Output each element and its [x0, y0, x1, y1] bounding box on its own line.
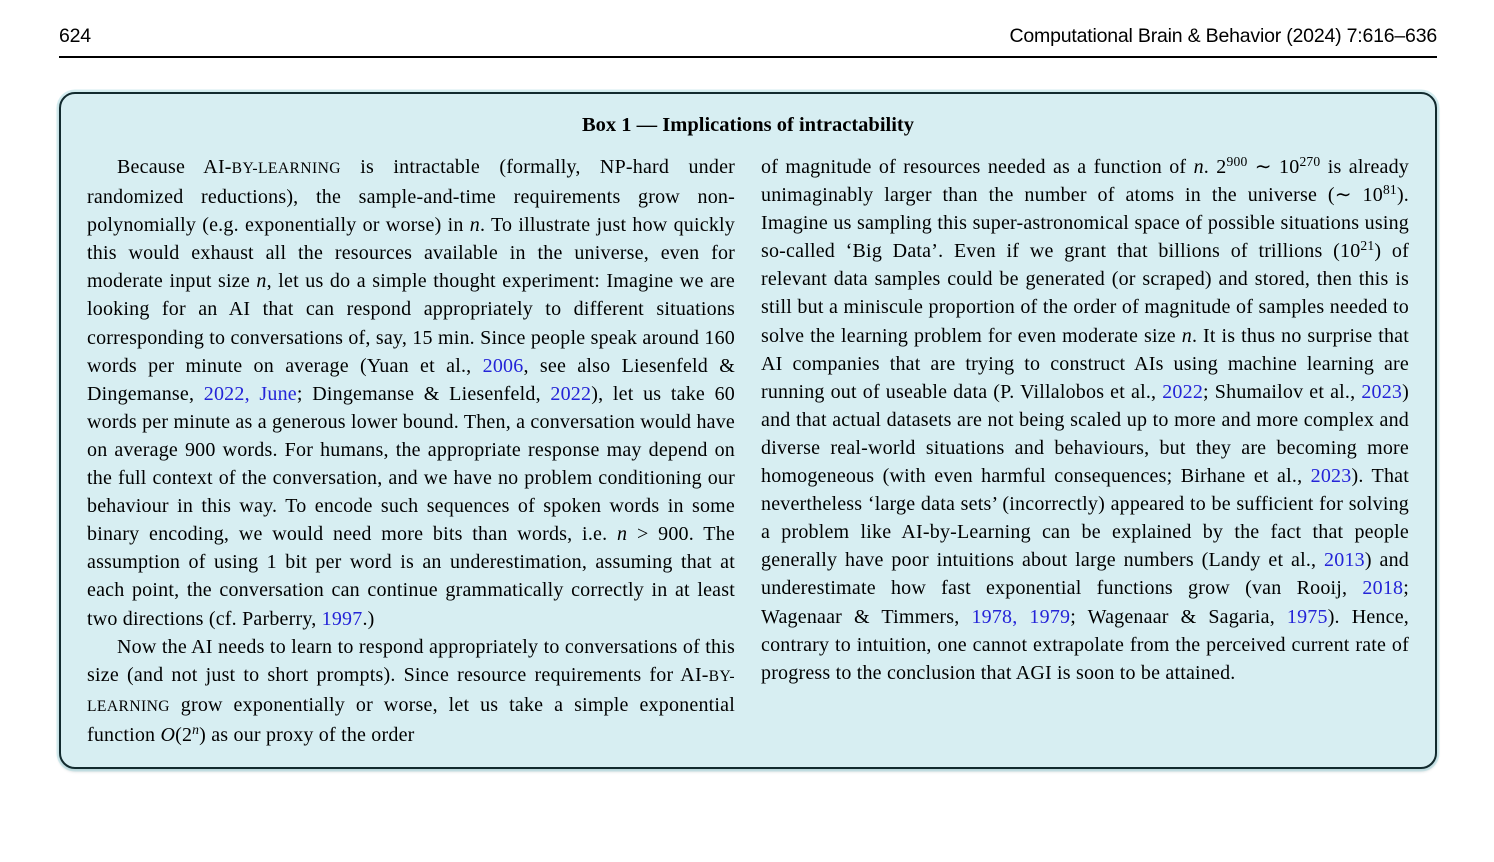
- citation-link[interactable]: 2013: [1324, 549, 1365, 572]
- paragraph: [87, 153, 735, 633]
- text-run: . 2: [1203, 156, 1227, 178]
- text-run: ) of relevant data samples could be generated (or scraped) and stored, then this is still but a miniscule proportion of the order of magnitude of samples needed to solve the learning problem for even moderate size: [761, 240, 1409, 347]
- text-run: 21: [1360, 238, 1375, 254]
- text-run: . To illustrate just how quickly this would exhaust all the resources available in the universe, even for moderate input size: [87, 214, 735, 293]
- text-run: ; Wagenaar & Timmers,: [761, 577, 1409, 628]
- text-run: n: [1193, 156, 1204, 178]
- box-1-callout: [59, 92, 1437, 769]
- citation-link[interactable]: 2022: [550, 382, 592, 405]
- text-run: Now the AI needs to learn to respond appropriately to conversations of this size (and not just to short prompts). Since resource requirements for AI-: [87, 635, 735, 686]
- text-run: n: [192, 722, 200, 738]
- citation-link[interactable]: 2023: [1310, 465, 1352, 488]
- text-run: > 900. The assumption of using 1 bit per word is an underestimation, assuming that at each point, the conversation can continue grammatically correctly in at least two directions (cf. Parberry,: [87, 523, 735, 630]
- text-run: 900: [1226, 154, 1248, 170]
- page-header: [0, 0, 1494, 48]
- citation-link[interactable]: 1979: [1029, 605, 1071, 628]
- text-run: of magnitude of resources needed as a function of: [761, 156, 1194, 178]
- text-run: 270: [1299, 154, 1321, 170]
- text-run: ) as our proxy of the order: [199, 723, 415, 746]
- citation-link[interactable]: 2018: [1362, 577, 1404, 600]
- text-run: grow exponentially or worse, let us take a simple exponential function: [87, 693, 735, 746]
- citation-link[interactable]: 2023: [1361, 380, 1403, 403]
- text-run: (2: [175, 723, 193, 746]
- text-run: .): [362, 607, 375, 630]
- text-run: ). Hence, contrary to intuition, one cannot extrapolate from the perceived current rate of progress to the conclusion that AGI is soon to be attained.: [761, 605, 1409, 684]
- box-title: Box 1 — Implications of intractability: [582, 114, 914, 136]
- journal-citation: Computational Brain & Behavior (2024) 7:616–636: [1009, 25, 1437, 47]
- header-divider: [59, 56, 1437, 58]
- citation-link[interactable]: 1975: [1286, 605, 1328, 628]
- text-run: is already unimaginably larger than the number of atoms in the universe (∼ 10: [761, 156, 1410, 207]
- text-run: ). That nevertheless ‘large data sets’ (incorrectly) appeared to be sufficient for solving a problem like AI-by-Learning can be explained by the fact that people generally have poor intuitions about large numbers (Landy et al.,: [761, 465, 1409, 572]
- smallcaps-term: BY-LEARNING: [87, 667, 735, 715]
- text-run: , let us do a simple thought experiment: Imagine we are looking for an AI that can respond appropriately to different situations corresponding to conversations of, say, 15 min. Since people speak around 160 words per minute on average (Yuan et al.,: [87, 270, 735, 377]
- text-run: O: [160, 723, 176, 746]
- citation-link[interactable]: 1997: [321, 607, 363, 630]
- citation-link[interactable]: 2022, June: [203, 382, 297, 405]
- page-number: 624: [59, 25, 91, 47]
- text-run: . It is thus no surprise that AI companies that are trying to construct AIs using machine learning are running out of useable data (P. Villalobos et al.,: [761, 324, 1409, 403]
- text-run: [1017, 606, 1029, 628]
- text-run: , see also Liesenfeld & Dingemanse,: [87, 354, 735, 405]
- text-run: ∼ 10: [1247, 156, 1300, 178]
- citation-link[interactable]: 2022: [1162, 380, 1204, 403]
- text-run: ) and underestimate how fast exponential functions grow (van Rooij,: [761, 549, 1409, 600]
- text-run: ) and that actual datasets are not being scaled up to more and more complex and diverse real-world situations and behaviours, but they are becoming more homogeneous (with even harmful consequences; Birhane et al.,: [761, 380, 1409, 488]
- text-run: n: [1181, 324, 1192, 347]
- text-run: ; Shumailov et al.,: [1203, 380, 1362, 403]
- text-run: ; Dingemanse & Liesenfeld,: [296, 382, 551, 405]
- text-run: n: [256, 270, 267, 293]
- text-run: n: [469, 214, 480, 237]
- text-run: ). Imagine us sampling this super-astronomical space of possible situations using so-called ‘Big Data’. Even if we grant that billions of trillions (10: [761, 184, 1409, 263]
- two-column-text: [79, 153, 1417, 749]
- paragraph: [761, 153, 1409, 687]
- smallcaps-term: BY-LEARNING: [231, 160, 341, 177]
- text-run: is intractable (formally, NP-hard under randomized reductions), the sample-and-time requirements grow non-polynomially (e.g. exponentially or worse) in: [87, 156, 736, 237]
- text-run: n: [617, 523, 628, 546]
- text-run: Because AI-: [117, 156, 232, 178]
- text-run: ; Wagenaar & Sagaria,: [1070, 605, 1287, 628]
- text-run: 81: [1382, 182, 1397, 198]
- citation-link[interactable]: 1978,: [971, 605, 1018, 628]
- right-column: [761, 153, 1409, 749]
- citation-link[interactable]: 2006: [482, 354, 524, 377]
- left-column: [87, 153, 735, 749]
- text-run: ), let us take 60 words per minute as a generous lower bound. Then, a conversation would have on average 900 words. For humans, the appropriate response may depend on the full context of the conversation, and we have no problem conditioning our behaviour in this way. To encode such sequences of spoken words in some binary encoding, we would need more bits than words, i.e.: [87, 382, 735, 546]
- paragraph: [87, 633, 735, 749]
